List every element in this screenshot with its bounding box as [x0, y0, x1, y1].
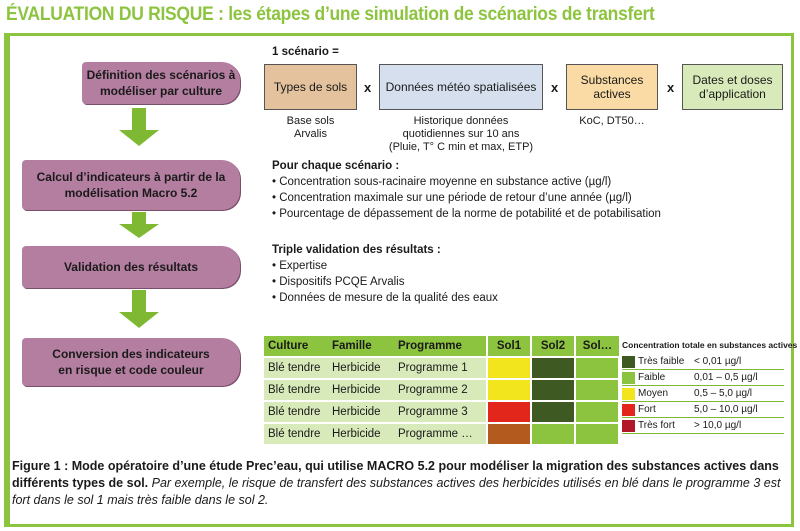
scenario-label: 1 scénario = [272, 46, 339, 58]
step-2-line1: Calcul d’indicateurs à partir de la [36, 170, 226, 184]
scenario-box-substances-l1: Substances [580, 73, 644, 87]
indicator-item: • Concentration sous-racinaire moyenne en substance active (µg/l) [272, 174, 792, 190]
validation-item: • Dispositifs PCQE Arvalis [272, 274, 792, 290]
scenario-box-substances-l2: actives [593, 87, 631, 101]
validation-item: • Données de mesure de la qualité des eaux [272, 290, 792, 306]
risk-cell [487, 401, 531, 423]
legend-item [622, 370, 784, 386]
indicator-item: • Concentration maximale sur une période de retour d’une année (µg/l) [272, 190, 792, 206]
cell-famille: Herbicide [328, 423, 394, 445]
risk-legend [622, 340, 798, 434]
times-sign: x [364, 80, 372, 95]
step-1-box [82, 62, 240, 104]
step-1-line2: modéliser par culture [99, 84, 223, 98]
risk-cell [487, 423, 531, 445]
table-row [264, 401, 619, 423]
note-substances-l1: KoC, DT50… [579, 115, 645, 127]
cell-culture: Blé tendre [264, 379, 328, 401]
validation-item: • Expertise [272, 258, 792, 274]
note-weather-l2: quotidiennes sur 10 ans [402, 128, 520, 140]
cell-famille: Herbicide [328, 379, 394, 401]
note-soils [264, 115, 357, 141]
validation-heading: Triple validation des résultats : [272, 244, 441, 256]
step-3-line1: Validation des résultats [63, 260, 199, 274]
col-header-sol2: Sol2 [531, 336, 575, 357]
legend-label: Très fort [638, 420, 675, 431]
scenario-box-weather [379, 64, 543, 110]
scenario-box-soils [264, 64, 357, 110]
cell-famille: Herbicide [328, 401, 394, 423]
col-header-programme: Programme [394, 336, 487, 357]
legend-label: Très faible [638, 356, 685, 367]
cell-programme: Programme 2 [394, 379, 487, 401]
indicators-heading: Pour chaque scénario : [272, 160, 400, 172]
risk-cell [531, 423, 575, 445]
risk-cell [531, 379, 575, 401]
scenario-box-dates-l1: Dates et doses [692, 73, 773, 87]
legend-swatch [622, 372, 635, 384]
legend-swatch [622, 356, 635, 368]
validation-block [272, 244, 792, 306]
indicator-item: • Pourcentage de dépassement de la norme de potabilité et de potabilisation [272, 206, 792, 222]
risk-cell [575, 401, 619, 423]
results-table [264, 336, 620, 446]
caption-bold: Figure 1 : Mode opératoire d’une étude Prec’eau, qui utilise MACRO 5.2 pour modéliser la migration des substances actives dans différents types de sol. [12, 459, 779, 490]
legend-item [622, 418, 784, 434]
col-header-famille: Famille [328, 336, 394, 357]
note-weather [379, 115, 543, 154]
scenario-box-substances [566, 64, 658, 110]
col-header-sol1: Sol1 [487, 336, 531, 357]
cell-programme: Programme … [394, 423, 487, 445]
scenario-box-dates [682, 64, 783, 110]
step-3-box [22, 246, 240, 288]
risk-cell [575, 423, 619, 445]
times-sign: x [551, 80, 559, 95]
scenario-box-soils-label: Types de sols [273, 80, 348, 94]
legend-range: > 10,0 µg/l [694, 420, 742, 431]
step-2-box [22, 160, 240, 210]
times-sign: x [667, 80, 675, 95]
frame-left-bar [4, 33, 10, 527]
cell-famille: Herbicide [328, 357, 394, 379]
legend-range: 0,5 – 5,0 µg/l [694, 388, 753, 399]
cell-programme: Programme 1 [394, 357, 487, 379]
cell-programme: Programme 3 [394, 401, 487, 423]
legend-swatch [622, 404, 635, 416]
risk-cell [575, 357, 619, 379]
caption-italic: Par exemple, le risque de transfert des substances actives des herbicides utilisés en blé dans le programme 3 est fort dans le sol 1 mais très faible dans le sol 2. [12, 476, 781, 507]
legend-label: Fort [638, 404, 656, 415]
step-1-line1: Définition des scénarios à [86, 68, 236, 82]
risk-cell [487, 379, 531, 401]
scenario-box-dates-l2: d’application [699, 87, 766, 101]
legend-item [622, 386, 784, 402]
table-row [264, 357, 619, 379]
legend-label: Moyen [638, 388, 669, 399]
cell-culture: Blé tendre [264, 357, 328, 379]
cell-culture: Blé tendre [264, 401, 328, 423]
step-4-box [22, 338, 240, 386]
legend-range: < 0,01 µg/l [694, 356, 742, 367]
step-4-line2: en risque et code couleur [58, 363, 204, 377]
table-row [264, 423, 619, 445]
col-header-culture: Culture [264, 336, 328, 357]
legend-title: Concentration totale en substances actives [622, 340, 798, 350]
table-header-row [264, 336, 619, 357]
legend-range: 5,0 – 10,0 µg/l [694, 404, 758, 415]
legend-swatch [622, 388, 635, 400]
step-2-line2: modélisation Macro 5.2 [64, 186, 198, 200]
col-header-sol-more: Sol… [575, 336, 619, 357]
page-title: ÉVALUATION DU RISQUE : les étapes d’une simulation de scénarios de transfert [6, 4, 655, 25]
legend-swatch [622, 420, 635, 432]
figure-caption [12, 458, 792, 509]
legend-label: Faible [638, 372, 666, 383]
legend-item [622, 354, 784, 370]
risk-cell [531, 401, 575, 423]
legend-range: 0,01 – 0,5 µg/l [694, 372, 758, 383]
risk-cell [531, 357, 575, 379]
note-soils-l2: Arvalis [293, 128, 327, 140]
legend-item [622, 402, 784, 418]
indicators-block [272, 160, 792, 222]
note-weather-l1: Historique données [413, 115, 509, 127]
risk-cell [575, 379, 619, 401]
table-row [264, 379, 619, 401]
cell-culture: Blé tendre [264, 423, 328, 445]
step-4-line1: Conversion des indicateurs [52, 347, 210, 361]
note-weather-l3: (Pluie, T° C min et max, ETP) [388, 141, 534, 153]
note-soils-l1: Base sols [286, 115, 335, 127]
note-substances [566, 115, 658, 128]
risk-cell [487, 357, 531, 379]
scenario-box-weather-label: Données météo spatialisées [385, 80, 537, 94]
